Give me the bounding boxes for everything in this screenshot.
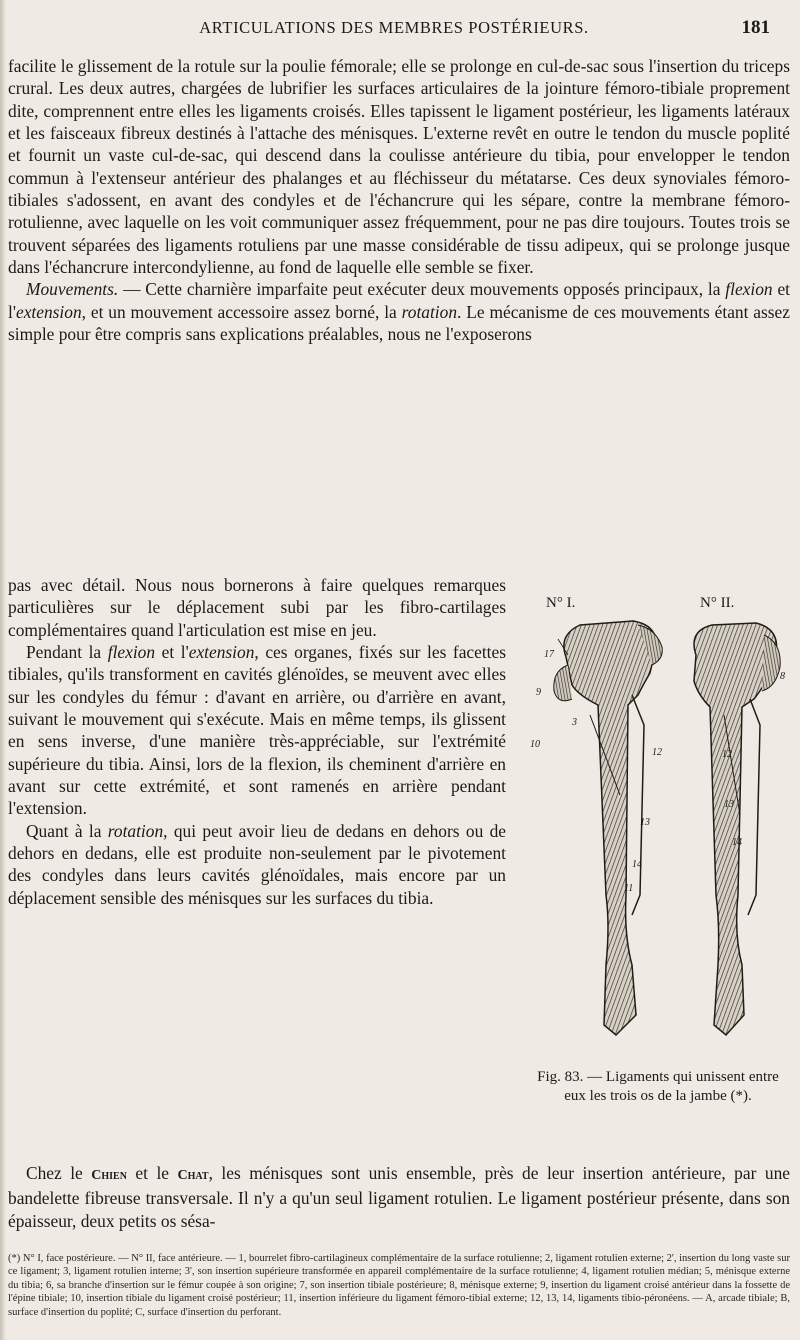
movements-text-3: . Le mécanisme de ces mouvements étant assez simple pour être compris sans explications préalables, nous ne l'exposerons	[8, 301, 790, 345]
term-flexion: flexion	[725, 279, 773, 300]
callout-12-left: 12	[652, 747, 662, 758]
page-number: 181	[741, 17, 770, 38]
movements-heading: Mouvements.	[26, 279, 119, 300]
p3-term-rotation: rotation	[107, 820, 164, 841]
movements-text-1: — Cette charnière imparfaite peut exécuter deux mouvements opposés principaux, la	[118, 279, 726, 300]
movements-text-2: , et un mouvement accessoire assez borné, la	[81, 301, 402, 322]
movements-paragraph	[8, 278, 790, 345]
p2-text-c: , ces organes, fixés sur les facettes tibiales, qu'ils transforment en cavités glénoïdes, se meuvent avec elles sur les condyles du fémur : d'avant en arrière, ou d'arrière en avant, suivant le mouvement qui s'exécute. Mais en même temps, ils glissent en sens inverse, d'une manière très-appréciable, sur l'extrémité supérieure du tibia. Ainsi, lors de la flexion, ils cheminent d'arrière en avant sur cette extrémité, et sont ramenés en arrière pendant l'extension.	[8, 642, 507, 819]
animal-chien: Chien	[91, 1168, 127, 1183]
callout-10: 10	[530, 739, 540, 750]
running-header	[8, 18, 780, 48]
callout-14-left: 14	[632, 859, 642, 870]
wrap-paragraph-2	[8, 641, 506, 820]
term-rotation: rotation	[401, 301, 458, 322]
page-edge-shadow	[0, 0, 6, 1340]
wrapped-paragraphs	[8, 574, 506, 909]
callout-13-left: 13	[640, 817, 650, 828]
after-text-2: et le	[126, 1163, 178, 1183]
synovial-paragraph: facilite le glissement de la rotule sur la poulie fémorale; elle se prolonge en cul-de-sac sous l'insertion du triceps crural. Les deux autres, chargées de lubrifier les surfaces articulaires de la jointure fémoro-tibiale proprement dite, comprennent entre elles les ligaments croisés. Elles tapissent le ligament postérieur, les ligaments latéraux et les faisceaux fibreux destinés à l'attache des ménisques. L'externe revêt en outre le tendon du muscle poplité et fournit un vaste cul-de-sac, qui descend dans la coulisse antérieure du tibia, pour envelopper le tendon commun à l'extenseur antérieur des phalanges et au fléchisseur du métatarse. Ces deux synoviales fémoro-tibiales s'adossent, en avant des condyles et de l'échancrure qui les sépare, contre la membrane fémoro-rotulienne, avec laquelle on les voit communiquer assez fréquemment, pour ne pas dire toujours. Toutes trois se trouvent séparées des ligaments rotuliens par une masse considérable de tissu adipeux, qui se prolonge jusque dans l'échancrure intercondylienne, au fond de laquelle elle semble se fixer.	[8, 56, 790, 278]
p2-term-flexion: flexion	[107, 642, 156, 663]
figure-caption: Fig. 83. — Ligaments qui unissent entre eux les trois os de la jambe (*).	[537, 1069, 779, 1104]
callout-8: 8	[780, 671, 785, 682]
bone-drawing-anterior	[694, 623, 780, 1035]
term-extension: extension	[15, 301, 82, 322]
movements-text-join: et l'	[8, 279, 790, 322]
callout-17: 17	[544, 649, 554, 660]
figure-footnote: (*) N° I, face postérieure. — N° II, face antérieure. — 1, bourrelet fibro-cartilagineux complémentaire de la surface rotulienne; 2, ligament rotulien externe; 2', insertion du long vaste sur ce ligament; 3, ligament rotulien interne; 3', son insertion supérieure transformée en appareil complémentaire de la surface rotulienne; 4, ligament rotulien médian; 5, ménisque externe du tibia; 6, sa branche d'insertion sur le fémur coupée à son origine; 7, son insertion tibiale postérieure; 8, ménisque externe; 9, insertion du ligament croisé antérieur dans la fossette de l'épine tibiale; 10, insertion tibiale du ligament croisé postérieur; 11, insertion inférieure du ligament fémoro-tibial externe; 12, 13, 14, ligaments tibio-péronéens. — A, arcade tibiale; B, surface d'insertion du poplité; C, surface d'insertion du perforant.	[8, 1253, 790, 1318]
figure-83	[528, 595, 788, 1065]
wrap-paragraph-1: pas avec détail. Nous nous bornerons à faire quelques remarques particulières sur le déplacement subi par les fibro-cartilages complémentaires quand l'articulation est mise en jeu.	[8, 575, 506, 640]
figure-label-2: N° II.	[700, 595, 735, 611]
wrap-paragraph-3	[8, 820, 506, 909]
after-text-1: Chez le	[26, 1163, 92, 1183]
callout-3: 3	[572, 717, 577, 728]
p2-text-b: et l'	[155, 642, 189, 663]
p3-text-b: , qui peut avoir lieu de dedans en dehors ou de dehors en dedans, elle est produite non-seulement par le pivotement des condyles dans leurs cavités glénoïdales, mais encore par un déplacement sensible des ménisques sur les surfaces du tibia.	[8, 820, 507, 908]
callout-13-right: 13	[724, 799, 734, 810]
callout-11: 11	[624, 883, 634, 894]
callout-12-right: 12	[722, 749, 732, 760]
bone-drawing-posterior	[554, 621, 663, 1035]
running-title: ARTICULATIONS DES MEMBRES POSTÉRIEURS.	[199, 18, 589, 37]
p2-term-extension: extension	[188, 642, 255, 663]
p2-text-a: Pendant la	[26, 642, 108, 663]
p3-text-a: Quant à la	[26, 820, 108, 841]
callout-14-right: 14	[732, 837, 742, 848]
leg-bones-illustration	[528, 595, 788, 1065]
callout-9: 9	[536, 687, 541, 698]
after-text-3: , les ménisques sont unis ensemble, près de leur insertion antérieure, par une bandelette fibreuse transversale. Il n'y a qu'un seul ligament rotulien. Le ligament postérieur présente, dans son épaisseur, deux petits os sésa-	[8, 1163, 790, 1231]
opening-paragraphs	[8, 55, 790, 345]
animal-chat: Chat	[177, 1168, 209, 1183]
carnivore-paragraph	[8, 1162, 790, 1232]
figure-label-1: N° I.	[546, 595, 576, 611]
